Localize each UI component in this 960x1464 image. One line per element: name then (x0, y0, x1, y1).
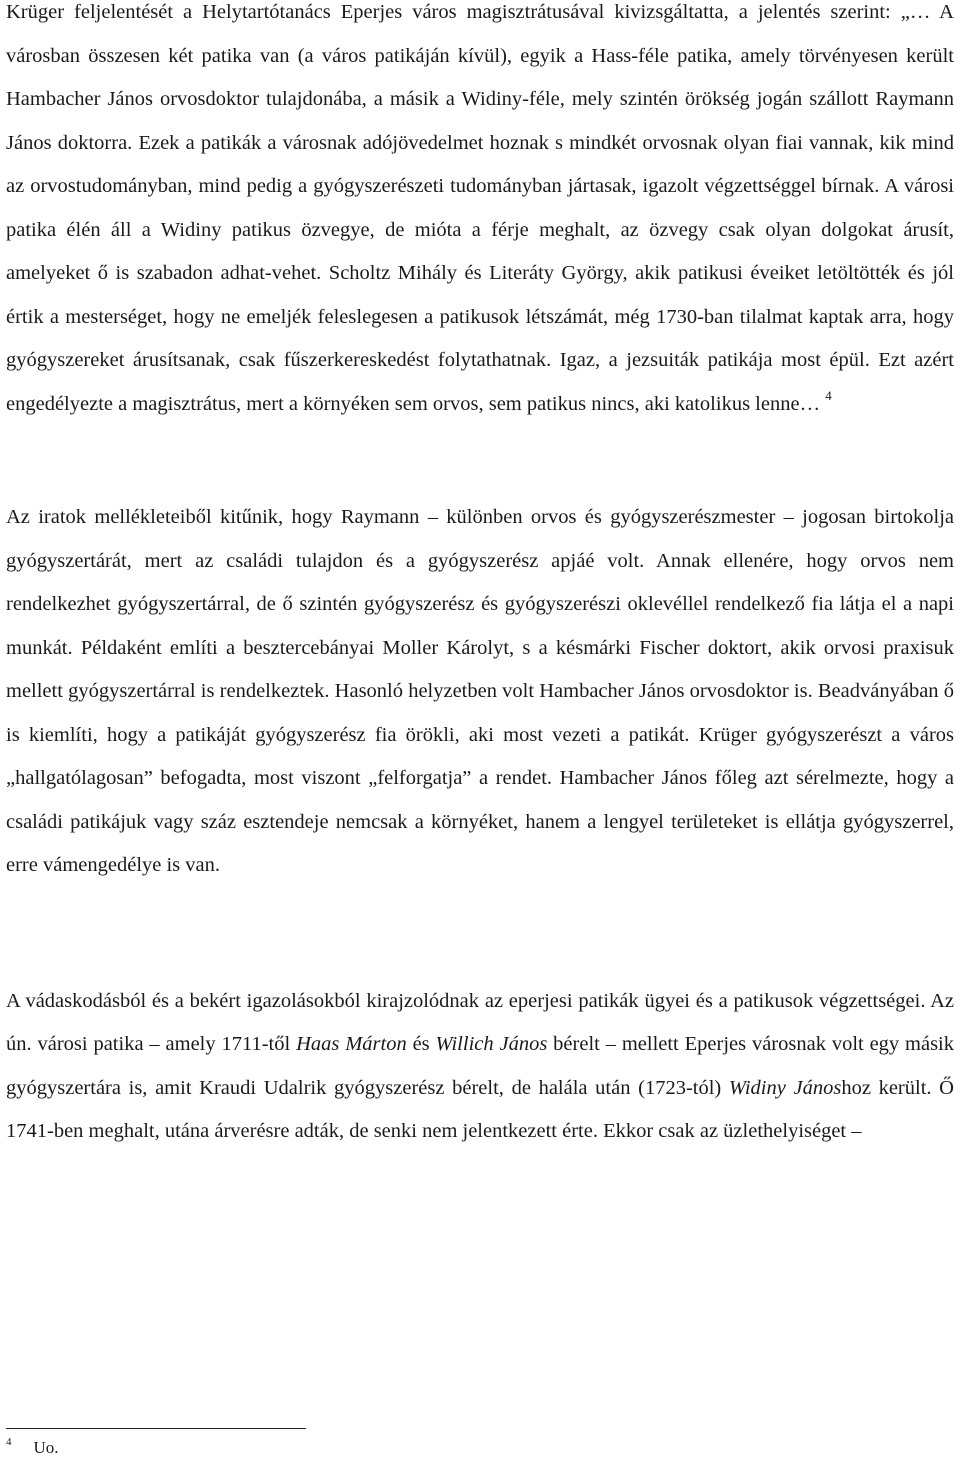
document-page (6, 0, 954, 1154)
footnote-divider (6, 1428, 306, 1429)
paragraph-2 (6, 496, 954, 888)
paragraph-text: Az iratok mellékleteiből kitűnik, hogy Raymann – különben orvos és gyógyszerészmester – jogosan birtokolja gyógyszertárát, mert az családi tulajdon és a gyógyszerész apjáé volt. Annak ellenére, hogy orvos nem rendelkezhet gyógyszertárral, de ő szintén gyógyszerész és gyógyszerészi oklevéllel rendelkező fia látja el a napi munkát. Példaként említi a besztercebányai Moller Károlyt, s a késmárki Fischer doktort, akik orvosi praxisuk mellett gyógyszertárral is rendelkeztek. Hasonló helyzetben volt Hambacher János orvosdoktor is. Beadványában ő is kiemlíti, hogy a patikáját gyógyszerész fia örökli, aki most vezeti a patikát. Krüger gyógyszerészt a város „hallgatólagosan” befogadta, most viszont „felforgatja” a rendet. Hambacher János főleg azt sérelmezte, hogy a családi patikájuk vagy száz esztendeje nemcsak a környéket, hanem a lengyel területeket is ellátja gyógyszerrel, erre vámengedélye is van. (6, 506, 954, 876)
paragraph-text: Krüger feljelentését a Helytartótanács Eperjes város magisztrátusával kivizsgáltatta, a jelentés szerint: „… A városban összesen két patika van (a város patikáján kívül), egyik a Hass-féle patika, amely törvényesen került Hambacher János orvosdoktor tulajdonába, a másik a Widiny-féle, mely szintén örökség jogán szállott Raymann János doktorra. Ezek a patikák a városnak adójövedelmet hoznak s mindkét orvosnak olyan fiai vannak, kik mind az orvostudományban, mind pedig a gyógyszerészeti tudományban jártasak, igazolt végzettséggel bírnak. A városi patika élén áll a Widiny patikus özvegye, de mióta a férje meghalt, az özvegy csak olyan dolgokat árusít, amelyeket ő is szabadon adhat-vehet. Scholtz Mihály és Literáty György, akik patikusi éveiket letöltötték és jól értik a mesterséget, hogy ne emeljék feleslegesen a patikusok létszámát, még 1730-ban tilalmat kaptak arra, hogy gyógyszereket árusítsanak, csak fűszerkereskedést folytathatnak. Igaz, a jezsuiták patikája most épül. Ezt azért engedélyezte a magisztrátus, mert a környéken sem orvos, sem patikus nincs, aki katolikus lenne… (6, 1, 954, 415)
footnote-reference: 4 (825, 387, 832, 403)
paragraph-text: és (406, 1033, 436, 1055)
paragraph-text: A vádaskodásból és a bekért igazolásokból kirajzolódnak az eperjesi patikák ügyei és a patikusok végzettségei. Az ún. városi patika – amely 1711-től (6, 989, 954, 1055)
paragraph-1 (6, 0, 954, 426)
footnote-text: Uo. (33, 1438, 59, 1457)
paragraph-text: bérelt – mellett Eperjes városnak volt egy másik gyógyszertára is, amit Kraudi Udalrik gyógyszerész bérelt, de halála után (1723-tól) (6, 1033, 955, 1099)
italic-name: Widiny János (728, 1076, 842, 1099)
italic-name: Willich János (435, 1033, 548, 1055)
paragraph-3 (6, 980, 954, 1154)
italic-name: Haas Márton (296, 1033, 407, 1055)
footnote (6, 1436, 59, 1462)
paragraph-text: hoz került. Ő 1741-ben meghalt, utána árverésre adták, de senki nem jelentkezett érte. Ekkor csak az üzlethelyiséget – (6, 1076, 954, 1142)
footnote-number: 4 (6, 1436, 12, 1448)
